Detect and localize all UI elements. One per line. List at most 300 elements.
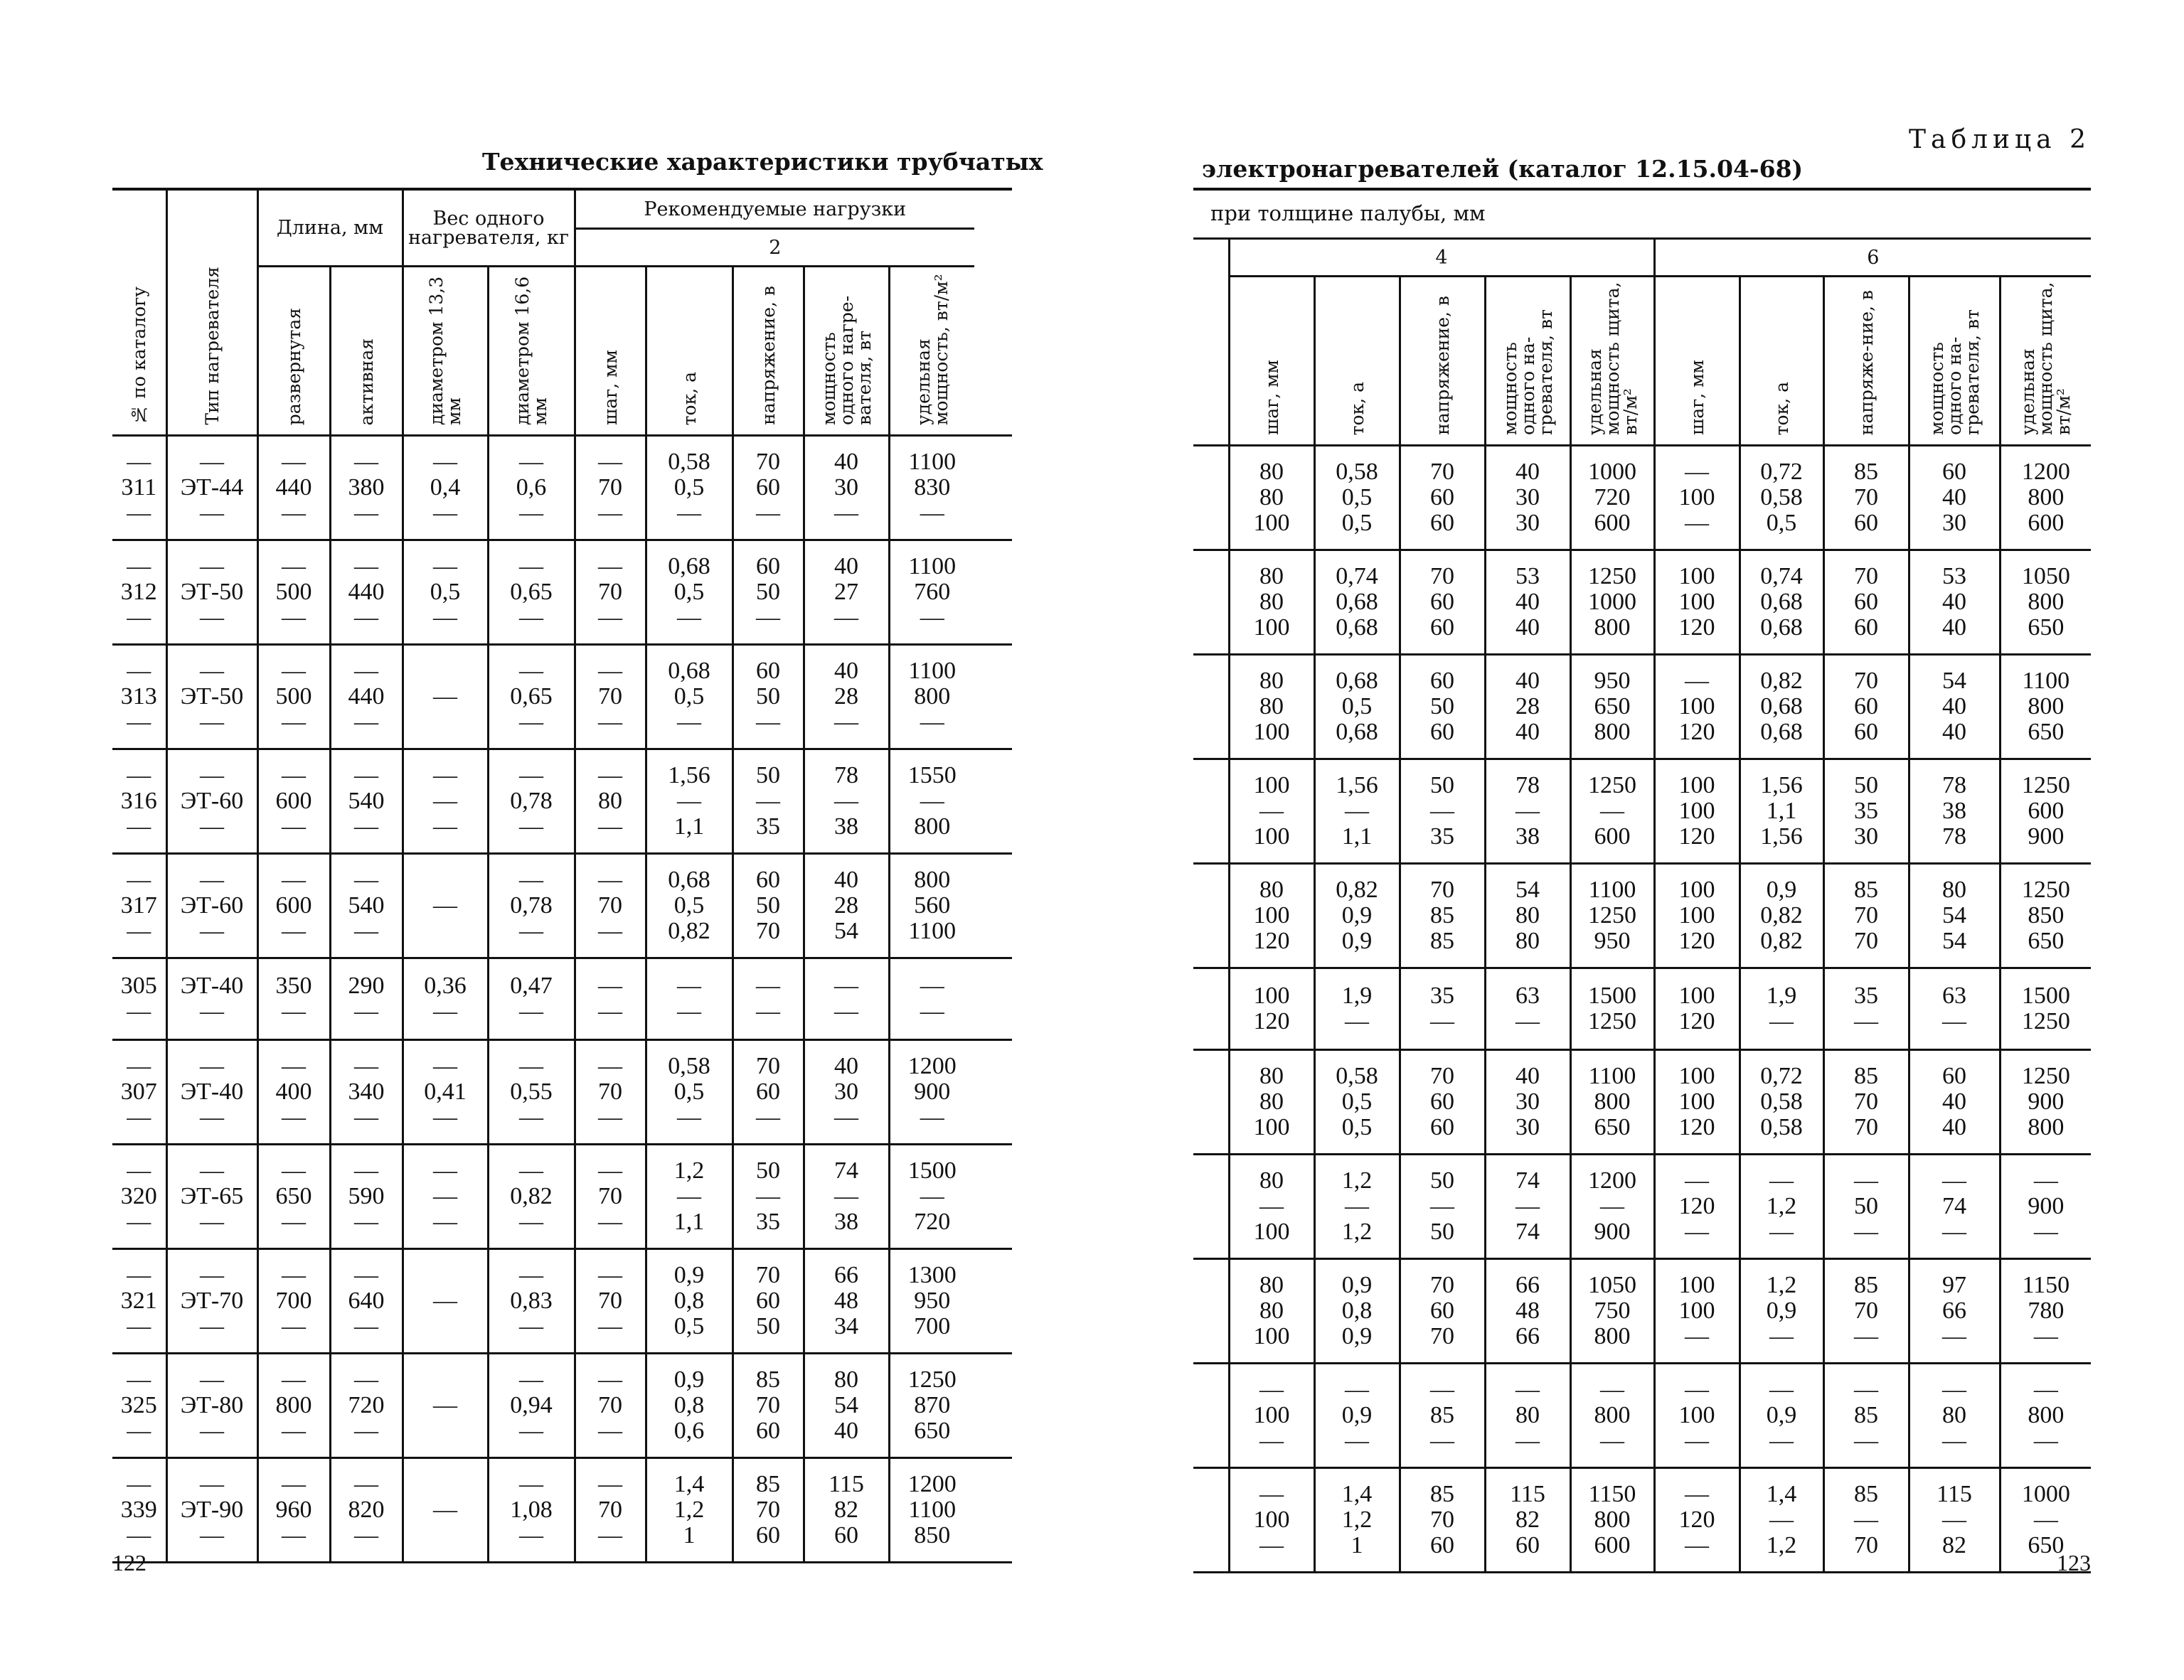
cell-value: — — [354, 1209, 378, 1235]
cell-act — [330, 1354, 403, 1458]
cell-d16 — [488, 958, 575, 1040]
cell-value: 0,5 — [673, 579, 705, 605]
cell-no — [112, 1354, 166, 1458]
page-number-right: 123 — [2057, 1550, 2091, 1575]
cell-value: — — [354, 658, 378, 684]
cell-value — [404, 710, 487, 735]
cell-value: 1250 — [2021, 877, 2070, 903]
cell-s6 — [1654, 968, 1740, 1050]
cell-value: — — [1769, 1167, 1794, 1194]
cell-p6 — [1909, 550, 2000, 655]
cell-value: 70 — [756, 449, 781, 475]
table-row — [112, 436, 1012, 540]
cell-value: — — [519, 1522, 544, 1548]
cell-v4 — [1400, 864, 1485, 968]
cell-v4 — [1400, 1468, 1485, 1573]
cell-value: — — [200, 918, 224, 944]
cell-value: 60 — [756, 1079, 781, 1105]
cell-value: — — [1685, 1532, 1709, 1558]
cell-value: — — [282, 1313, 306, 1339]
cell-value: — — [1516, 798, 1540, 824]
cell-value: 40 — [1516, 668, 1540, 694]
cell-value: 70 — [598, 1392, 623, 1418]
cell-value: 60 — [834, 1522, 859, 1548]
cell-value: 70 — [598, 683, 623, 710]
cell-dev — [257, 1458, 330, 1563]
cell-value: 78 — [1516, 772, 1540, 798]
cell-value: 70 — [598, 474, 623, 501]
cell-value: 600 — [2028, 798, 2065, 824]
cell-value: 40 — [834, 1053, 859, 1079]
cell-value: 38 — [834, 813, 859, 840]
cell-value: 640 — [348, 1288, 385, 1314]
cell-value: 28 — [1516, 693, 1540, 719]
cell-v4 — [1400, 759, 1485, 864]
table-title-left: Технические характеристики трубчатых — [482, 148, 1043, 176]
cell-value: 60 — [1516, 1532, 1540, 1558]
cell-value: — — [433, 762, 458, 788]
cell-u4 — [1570, 550, 1654, 655]
cell-value: 1000 — [2021, 1481, 2070, 1507]
cell-value: — — [127, 918, 151, 944]
cell-value: — — [282, 867, 306, 893]
cell-value: 66 — [1942, 1298, 1966, 1324]
cell-volt — [733, 958, 804, 1040]
cell-p6 — [1909, 864, 2000, 968]
cell-value: — — [1769, 1323, 1794, 1349]
table-row — [1193, 968, 2091, 1050]
cell-pw — [804, 1458, 889, 1563]
cell-value: 120 — [1678, 823, 1715, 850]
cell-value: 80 — [1259, 1298, 1284, 1324]
col-thickness-6: 6 — [1654, 239, 2091, 277]
cell-act — [330, 958, 403, 1040]
col-length-developed: развернутая — [257, 267, 330, 436]
cell-value: 60 — [1430, 510, 1454, 536]
cell-value: — — [1942, 1167, 1966, 1194]
col-catalog-no: № по каталогу — [112, 189, 166, 436]
cell-value: — — [354, 1522, 378, 1548]
cell-value: 720 — [1594, 484, 1631, 510]
cell-value: 70 — [1430, 1063, 1454, 1089]
cell-value: 760 — [914, 579, 951, 605]
table-label: Таблица 2 — [1909, 125, 2091, 154]
cell-act — [330, 540, 403, 645]
cell-c4 — [1314, 1364, 1400, 1468]
cell-value: 560 — [914, 892, 951, 919]
cell-value: 30 — [1516, 510, 1540, 536]
cell-value: — — [282, 1209, 306, 1235]
cell-value: — — [1516, 1193, 1540, 1219]
cell-value: 1,08 — [510, 1497, 553, 1523]
cell-value: 70 — [598, 892, 623, 919]
cell-c4 — [1314, 1155, 1400, 1259]
cell-value: 0,82 — [510, 1183, 553, 1209]
cell-value: 0,5 — [1341, 1088, 1373, 1115]
cell-no — [112, 1040, 166, 1145]
cell-value: 650 — [1594, 1114, 1631, 1140]
cell-value: — — [433, 813, 458, 840]
cell-value: — — [598, 867, 623, 893]
cell-step — [575, 645, 646, 749]
cell-value: 800 — [1594, 1088, 1631, 1115]
cell-value: 0,5 — [673, 1313, 705, 1339]
cell-value: 1,56 — [1760, 772, 1803, 798]
cell-value: 870 — [914, 1392, 951, 1418]
cell-u4 — [1570, 1155, 1654, 1259]
cell-value: — — [354, 998, 378, 1024]
cell-value: 50 — [1854, 1193, 1878, 1219]
cell-value: 0,9 — [1341, 1272, 1373, 1298]
cell-value: 700 — [275, 1288, 312, 1314]
table-row — [112, 645, 1012, 749]
cell-value: 800 — [1594, 1402, 1631, 1428]
cell-value: 0,58 — [1336, 459, 1378, 485]
cell-p6 — [1909, 1050, 2000, 1155]
cell-step — [575, 1354, 646, 1458]
cell-value: 80 — [1516, 928, 1540, 954]
cell-volt — [733, 1354, 804, 1458]
table-row — [1193, 864, 2091, 968]
cell-value: 1,2 — [1341, 1167, 1373, 1194]
cell-volt — [733, 436, 804, 540]
cell-value: — — [519, 500, 544, 526]
cell-value: — — [2033, 1428, 2058, 1454]
table-row — [112, 1354, 1012, 1458]
cell-value: — — [598, 762, 623, 788]
cell-value: 100 — [1678, 589, 1715, 615]
cell-value: 0,68 — [668, 658, 710, 684]
cell-value: — — [1430, 1428, 1454, 1454]
cell-value: 40 — [1942, 693, 1966, 719]
cell-dev — [257, 1145, 330, 1249]
cell-value: 1,1 — [673, 813, 705, 840]
cell-value — [404, 1472, 487, 1497]
cell-value: 40 — [1942, 1114, 1966, 1140]
cell-value: — — [519, 762, 544, 788]
cell-value: 35 — [1430, 823, 1454, 850]
cell-d16 — [488, 1458, 575, 1563]
cell-value: 0,9 — [1766, 1298, 1797, 1324]
cell-value: — — [1942, 1008, 1966, 1034]
cell-value: — — [834, 998, 859, 1024]
cell-v6 — [1823, 655, 1909, 759]
cell-c6 — [1740, 655, 1823, 759]
cell-value — [404, 1367, 487, 1393]
cell-value: 1250 — [2021, 1063, 2070, 1089]
cell-value: — — [282, 1053, 306, 1079]
cell-value: 60 — [1854, 589, 1878, 615]
cell-value: 600 — [275, 892, 312, 919]
cell-value: 0,5 — [430, 579, 461, 605]
cell-value: 115 — [829, 1471, 864, 1497]
cell-value: 950 — [914, 1288, 951, 1314]
cell-value: 1,4 — [1341, 1481, 1373, 1507]
cell-value: 1,2 — [1766, 1272, 1797, 1298]
cell-u6 — [2000, 550, 2091, 655]
table-title-right: электронагревателей (каталог 12.15.04-68) — [1202, 155, 1804, 183]
cell-value: 800 — [2028, 1114, 2065, 1140]
cell-u4 — [1570, 1468, 1654, 1573]
cell-value: 63 — [1942, 983, 1966, 1009]
cell-value: — — [519, 1104, 544, 1130]
cell-value: — — [1942, 1428, 1966, 1454]
cell-value: ЭТ-60 — [180, 788, 244, 814]
cell-value: 50 — [1430, 772, 1454, 798]
cell-value: 1,2 — [1341, 1507, 1373, 1533]
cell-value: 0,5 — [1341, 1114, 1373, 1140]
cell-value: 70 — [1854, 1532, 1878, 1558]
cell-u6 — [2000, 1155, 2091, 1259]
cell-value: — — [354, 500, 378, 526]
deck-thickness-subtitle: при толщине палубы, мм — [1193, 189, 2091, 239]
cell-value: — — [677, 709, 702, 735]
cell-value: 30 — [1942, 510, 1966, 536]
cell-s6 — [1654, 1050, 1740, 1155]
cell-s6 — [1654, 446, 1740, 550]
cell-value: 380 — [348, 474, 385, 501]
cell-value: 60 — [1430, 719, 1454, 745]
cell-value: 38 — [1942, 798, 1966, 824]
cell-value: 800 — [914, 867, 951, 893]
cell-value: 38 — [834, 1209, 859, 1235]
cell-value: 1150 — [2022, 1272, 2070, 1298]
cell-value: 313 — [120, 683, 157, 710]
cell-value: 0,65 — [510, 579, 553, 605]
cell-value: 30 — [1516, 1114, 1540, 1140]
cell-value: 70 — [1854, 563, 1878, 589]
cell-value: — — [1259, 1481, 1284, 1507]
cell-value: 30 — [1516, 1088, 1540, 1115]
cell-value: 80 — [834, 1366, 859, 1393]
cell-value: 1,1 — [673, 1209, 705, 1235]
cell-value: — — [519, 604, 544, 631]
cell-value: — — [677, 500, 702, 526]
cell-value: 60 — [756, 1418, 781, 1444]
cell-value: 35 — [1854, 983, 1878, 1009]
cell-value: — — [127, 658, 151, 684]
cell-step — [575, 1145, 646, 1249]
cell-value: 0,68 — [668, 867, 710, 893]
cell-value: 120 — [1678, 1008, 1715, 1034]
cell-value: — — [354, 1418, 378, 1444]
cell-value: — — [200, 813, 224, 840]
cell-value: 60 — [1854, 614, 1878, 641]
cell-value: 0,68 — [1336, 589, 1378, 615]
cell-value: 70 — [756, 918, 781, 944]
cell-value: — — [127, 998, 151, 1024]
cell-value: 70 — [756, 1053, 781, 1079]
cell-value — [404, 1523, 487, 1548]
col-voltage-6: напряже-ние, в — [1823, 277, 1909, 446]
cell-value: 100 — [1678, 563, 1715, 589]
cell-value: 85 — [1854, 1402, 1878, 1428]
cell-p4 — [1485, 968, 1570, 1050]
cell-value: 850 — [914, 1522, 951, 1548]
cell-type — [166, 1145, 257, 1249]
cell-value: 80 — [1259, 484, 1284, 510]
cell-value: 0,6 — [673, 1418, 705, 1444]
col-heater-type: Тип нагревателя — [166, 189, 257, 436]
cell-value: 35 — [756, 813, 781, 840]
cell-c4 — [1314, 1050, 1400, 1155]
cell-dev — [257, 749, 330, 854]
cell-u6 — [2000, 759, 2091, 864]
cell-value: 85 — [1430, 1402, 1454, 1428]
cell-sp — [889, 958, 974, 1040]
cell-value: — — [127, 553, 151, 579]
cell-value: 0,58 — [1760, 484, 1803, 510]
cell-value: 1,2 — [673, 1157, 705, 1184]
cell-value: — — [598, 658, 623, 684]
cell-value: — — [1942, 1376, 1966, 1403]
cell-d13 — [403, 1040, 488, 1145]
cell-p4 — [1485, 1155, 1570, 1259]
col-length-active: активная — [330, 267, 403, 436]
cell-value: 0,83 — [510, 1288, 553, 1314]
cell-step — [575, 1458, 646, 1563]
cell-value: — — [2033, 1323, 2058, 1349]
cell-v4 — [1400, 1259, 1485, 1364]
cell-value: — — [200, 998, 224, 1024]
cell-value: — — [1769, 1428, 1794, 1454]
cell-c6 — [1740, 968, 1823, 1050]
cell-value: 100 — [1253, 983, 1290, 1009]
cell-cur — [646, 1354, 733, 1458]
cell-value: 1100 — [1588, 877, 1636, 903]
cell-d16 — [488, 436, 575, 540]
cell-cur — [646, 540, 733, 645]
cell-value: 50 — [1430, 1167, 1454, 1194]
table-row — [1193, 446, 2091, 550]
cell-value: 0,8 — [673, 1392, 705, 1418]
cell-value: 0,9 — [673, 1366, 705, 1393]
cell-value: 100 — [1678, 877, 1715, 903]
cell-value: — — [200, 1522, 224, 1548]
cell-value: 82 — [834, 1497, 859, 1523]
cell-value: 85 — [1430, 928, 1454, 954]
cell-p6 — [1909, 1364, 2000, 1468]
cell-value: 85 — [756, 1366, 781, 1393]
cell-value: 50 — [756, 1313, 781, 1339]
cell-value: 70 — [598, 1497, 623, 1523]
cell-v6 — [1823, 1259, 1909, 1364]
cell-value: 0,78 — [510, 788, 553, 814]
col-current-6: ток, а — [1740, 277, 1823, 446]
cell-pw — [804, 645, 889, 749]
cell-value: 1,56 — [668, 762, 710, 788]
cell-u6 — [2000, 446, 2091, 550]
cell-value: — — [127, 1366, 151, 1393]
cell-value: 80 — [1259, 693, 1284, 719]
cell-v6 — [1823, 550, 1909, 655]
cell-value: 0,68 — [1336, 668, 1378, 694]
cell-value: — — [598, 973, 623, 999]
cell-value: — — [1600, 1376, 1624, 1403]
cell-value: 0,5 — [1341, 693, 1373, 719]
cell-value: 54 — [1942, 902, 1966, 929]
cell-value: 40 — [1516, 719, 1540, 745]
cell-value: 0,9 — [1341, 1323, 1373, 1349]
cell-value: — — [834, 709, 859, 735]
table-row — [1193, 550, 2091, 655]
cell-value: 40 — [1942, 589, 1966, 615]
cell-u6 — [2000, 968, 2091, 1050]
cell-value: 1050 — [2021, 563, 2070, 589]
cell-value: 650 — [2028, 1532, 2065, 1558]
cell-value: — — [756, 500, 781, 526]
cell-value: 80 — [598, 788, 623, 814]
cell-value: 74 — [834, 1157, 859, 1184]
cell-no — [112, 436, 166, 540]
cell-v4 — [1400, 1364, 1485, 1468]
cell-value: — — [200, 1418, 224, 1444]
cell-value: 85 — [1430, 902, 1454, 929]
cell-value: — — [756, 788, 781, 814]
cell-value: — — [200, 604, 224, 631]
cell-value: 1250 — [2021, 772, 2070, 798]
cell-value: — — [598, 449, 623, 475]
col-thickness-2: 2 — [575, 229, 974, 267]
cell-value: — — [920, 1104, 944, 1130]
cell-value: — — [354, 553, 378, 579]
cell-u4 — [1570, 1259, 1654, 1364]
cell-value: — — [519, 918, 544, 944]
cell-value: — — [1345, 1428, 1369, 1454]
cell-value: ЭТ-60 — [180, 892, 244, 919]
cell-value: — — [433, 1104, 458, 1130]
cell-value — [404, 867, 487, 893]
cell-value: 500 — [275, 683, 312, 710]
col-step-4: шаг, мм — [1229, 277, 1314, 446]
cell-value: — — [200, 1262, 224, 1288]
cell-value: — — [200, 500, 224, 526]
cell-value: — — [200, 1209, 224, 1235]
cell-dev — [257, 854, 330, 958]
cell-value: — — [1685, 668, 1709, 694]
cell-value: 0,5 — [673, 683, 705, 710]
cell-value: — — [519, 1053, 544, 1079]
cell-value: 60 — [756, 867, 781, 893]
cell-value: — — [282, 500, 306, 526]
cell-value: — — [519, 1262, 544, 1288]
cell-value: 321 — [120, 1288, 157, 1314]
cell-value: 311 — [121, 474, 157, 501]
cell-value: — — [1516, 1428, 1540, 1454]
cell-value: 0,72 — [1760, 459, 1803, 485]
cell-s4 — [1229, 759, 1314, 864]
cell-d16 — [488, 1040, 575, 1145]
cell-value: — — [200, 1053, 224, 1079]
cell-sp — [889, 1145, 974, 1249]
cell-value: 1250 — [1588, 1008, 1636, 1034]
col-step-6: шаг, мм — [1654, 277, 1740, 446]
cell-pw — [804, 1145, 889, 1249]
cell-value: — — [282, 1366, 306, 1393]
col-weight-d16: диаметром 16,6 мм — [488, 267, 575, 436]
cell-sp — [889, 1354, 974, 1458]
cell-value: — — [127, 762, 151, 788]
cell-value: 0,82 — [1760, 928, 1803, 954]
cell-value: — — [598, 1471, 623, 1497]
cell-value: 1,9 — [1766, 983, 1797, 1009]
cell-value: 540 — [348, 788, 385, 814]
cell-value: 1200 — [907, 1471, 957, 1497]
cell-value: — — [1854, 1219, 1878, 1245]
cell-value: 0,58 — [668, 449, 710, 475]
cell-value: 1,9 — [1341, 983, 1373, 1009]
cell-value: 950 — [1594, 668, 1631, 694]
